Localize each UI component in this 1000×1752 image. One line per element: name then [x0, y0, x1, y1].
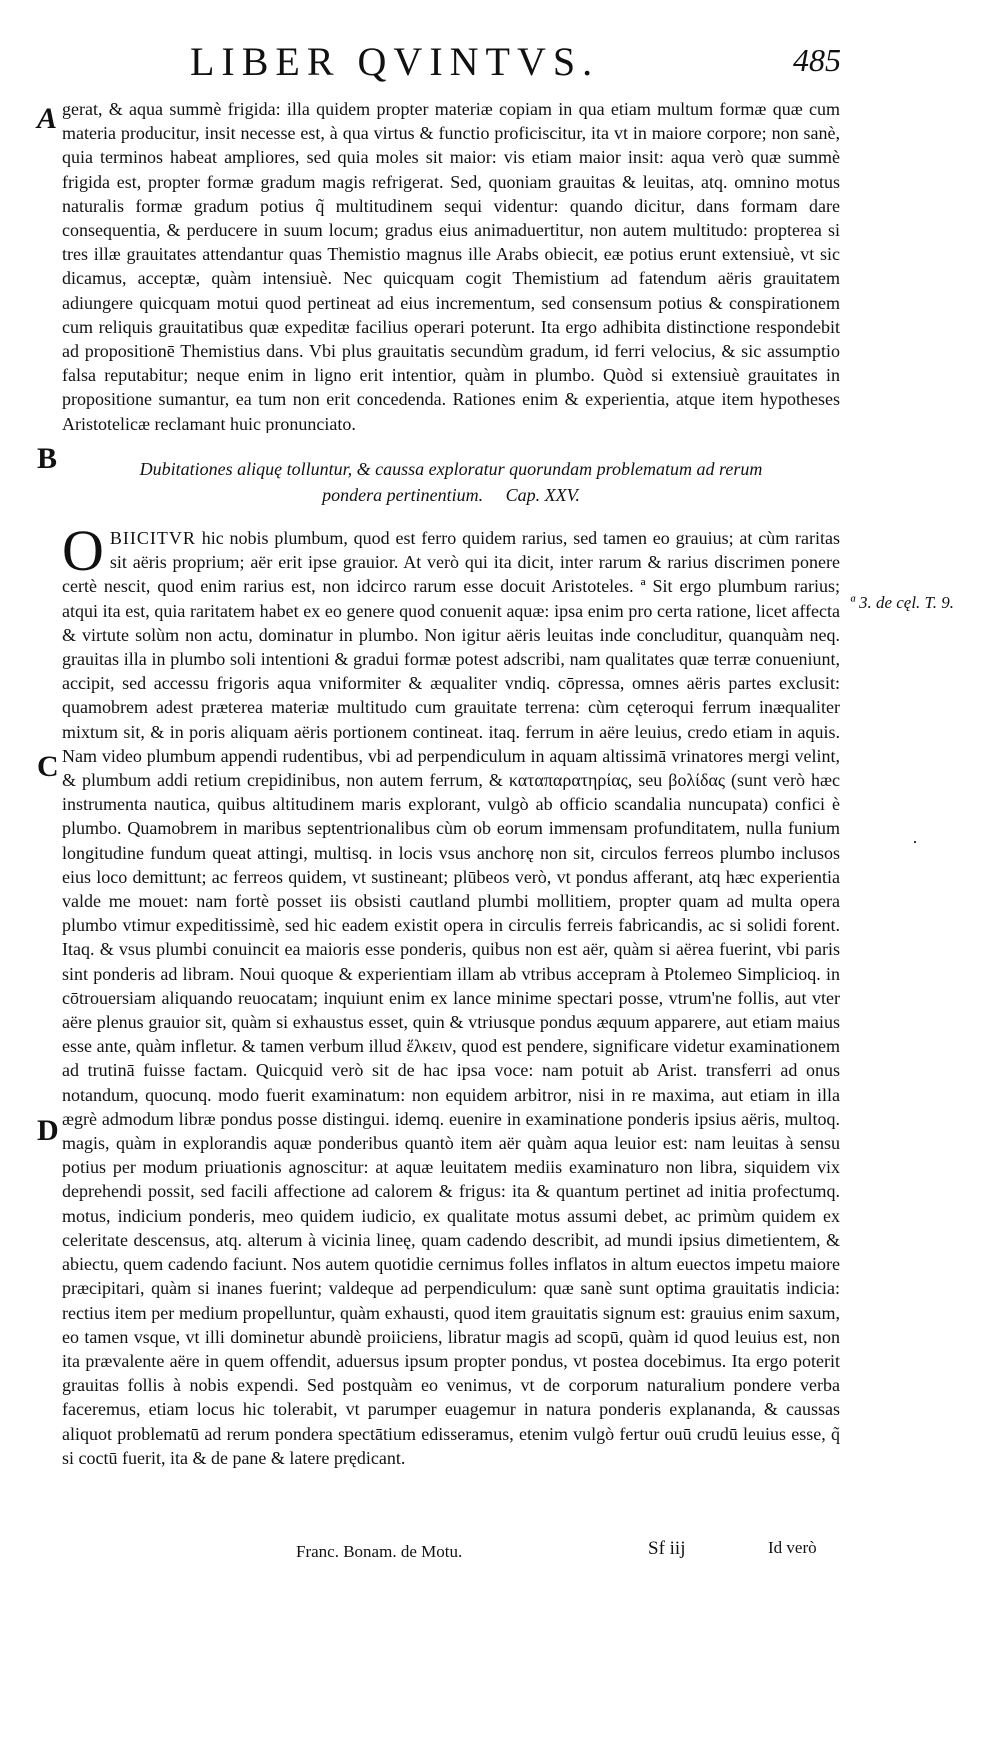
page-number: 485 [793, 42, 841, 78]
margin-citation: ª 3. de cęl. T. 9. [850, 593, 954, 612]
margin-mark: · [912, 832, 918, 852]
drop-cap: O [62, 526, 104, 583]
section-marker-d: D [37, 1114, 59, 1147]
chapter-number: Cap. XXV. [505, 485, 580, 505]
signature-mark: Sf iij [648, 1538, 686, 1559]
catchword: Id verò [768, 1538, 817, 1557]
section-marker-c: C [37, 750, 59, 783]
chapter-heading-line-2-text: pondera pertinentium. [322, 485, 484, 505]
continued-paragraph: gerat, & aqua summè frigida: illa quidem propter materiæ copiam in qua etiam multum formæ quæ cum materia producitur, insit necesse est, à qua virtus & functio proficiscitur, ita vt in maiore corpore; non sanè, quia terminos habeat ampliores, sed quia moles sit maior: vis etiam maior insit: aqua verò quæ summè frigida est, propter formæ gradum magis refrigerat. Sed, quoniam grauitas & leuitas, atq. omnino motus naturalis formæ gradum potius q̃ multitudinem sequi videntur: quando dicitur, dans formam dare consequentia, & perducere in suum locum; gradus eius animaduertitur, non autem multitudo: propterea si tres illæ grauitates attendantur quas Themistio magnus ille Arabs obiecit, eæ potius erunt extensiuè, vt sic dicamus, acceptæ, quàm intensiuè. Nec quicquam cogit Themistium ad fatendum aëris grauitatem adiungere quicquam motui quod pertineat ad eius incrementum, sed consensum potius & conspirationem cum reliquis grauitatibus quæ expeditæ facilius operari poterunt. Ita ergo adhibita distinctione respondebit ad propositionē Themistius dans. Vbi plus grauitatis secundùm gradum, id ferri velocius, & sic assumptio falsa reputabitur; neque enim in ligno erit intentior, quàm in plumbo. Quòd si extensiuè grauitates in propositione sumantur, ea tum non erit concedenda. Rationes enim & experientia, atque item hypotheses Aristotelicæ reclamant huic pronunciato. [62, 99, 840, 433]
chapter-body [62, 526, 840, 1752]
section-marker-a: A [37, 102, 58, 135]
running-head: LIBER QVINTVS. [190, 39, 600, 84]
incipit: BIICITVR [109, 528, 196, 548]
section-marker-b: B [37, 442, 58, 475]
chapter-heading [62, 456, 840, 508]
chapter-heading-line-2 [62, 482, 840, 508]
footer-author: Franc. Bonam. de Motu. [296, 1542, 463, 1561]
chapter-heading-line-1: Dubitationes aliquę tolluntur, & caussa exploratur quorundam problematum ad rerum [139, 459, 763, 479]
chapter-body-text: hic nobis plumbum, quod est ferro quidem rarius, sed tamen eo grauius; at cùm raritas sit aëris proprium; aër erit ipse grauior. At verò qui ita dicit, inter rarum & rarius discrimen ponere certè nescit, quod enim rarius est, non idcirco rarum esse docuit Aristoteles. ª Sit ergo plumbum rarius; atqui ita est, quia raritatem habet ex eo genere quod conuenit aquæ: ipsa enim pro certa ratione, licet affecta & virtute solùm non actu, dominatur in plumbo. Non igitur aëris leuitas inde concluditur, quanquàm neq. grauitas illa in plumbo soli intentioni & gradui formæ potest adscribi, nam qualitates quæ terræ conueniunt, accipit, sed accessu frigoris aqua vniformiter & æqualiter vndiq. cōpressa, omnes aëris partes exclusit: quamobrem adest præterea materiæ multitudo cum grauitate terrena: cùm cęteroqui ferrum inæqualiter mixtum sit, & in poris aliquam aëris portionem contineat. itaq. ferrum in aëre leuius, credo etiam in aquis. Nam video plumbum appendi rudentibus, vbi ad perpendiculum in aquam altissimā vrinatores mergi velint, & plumbum addi retium crepidinibus, non autem ferrum, & καταπαρατηρίας, seu βολίδας (sunt verò hæc instrumenta nautica, quibus altitudinem maris explorant, vulgò ab officio scandalia nuncupata) confici è plumbo. Quamobrem in maribus septentrionalibus cùm ob eorum immensam profunditatem, nulla funium longitudine fundum queat attingi, multisq. in locis vsus anchorę non sit, circulos ferreos plumbo inclusos eius loco demittunt; ac ferreos quidem, vt sustineant; plūbeos verò, vt pondus afferant, atq hæc experientia valde me mouet: nam fortè posset iis obsisti cautland plumbi mollitiem, propter quam ad multa opera plumbo vtimur expeditissimè, sed hic eadem existit opera in circulis ferreis fabricandis, ac si solidi forent. Itaq. & vsus plumbi conuincit ea maioris esse ponderis, quibus non est aër, quàm si aërea fuerint, vbi paris sint ponderis ad libram. Noui quoque & experientiam illam ab vtribus accepram à Ptolemeo Simplicioq. in cōtrouersiam aliquando reuocatam; inquiunt enim ex lance minime spectari posse, vtrum'ne follis, aut vter aëre plenus grauior sit, quàm si exhaustus esset, quin & vtriusque pondus æquum apparere, aut etiam maius esse ante, quàm infletur. & tamen verbum illud ἕλκειν, quod est pendere, significare videtur examinationem ad trutinā fuisse factam. Quicquid verò sit de hac ipsa voce: nam potuit ab Arist. transferri ad onus notandum, quocunq. modo fuerit examinatum: non equidem arbitror, nisi in re maxima, aut etiam in illa ægrè admodum libræ pondus posse distingui. idemq. euenire in examinatione ponderis ipsius aëris, multoq. magis, quàm in explorandis aquæ ponderibus quantò item aër quàm aqua leuior est: nam leuitas à sensu potius per modum priuationis agnoscitur: at aquæ leuitatem mediis examinaturo non libra, siquidem vix deprehendi possit, sed facili affectione ad calorem & frigus: ita & quantum pertinet ad initia profectumq. motus, indicium ponderis, meo quidem iudicio, ex qualitate motus assumi debet, ac primùm quidem ex celeritate descensus, atq. alterum à vicinia lineę, quam cadendo describit, ad mundi ipsius dimetientem, & abiectu, quem cadendo faciunt. Nos autem quotidie cernimus folles inflatos in altum euectos impetu maiore præcipitari, quàm si inanes fuerint; valdeque ad perpendiculum: quæ sanè sunt optima grauitatis indicia: rectius item per medium propelluntur, quàm exhausti, quod item grauitatis signum est: grauius enim saxum, eo tamen vsque, vt illi dominetur abundè proiiciens, libratur magis ad scopū, quàm id quod leuius est, non ita prævalente aëre in quem offendit, aduersus ipsum propter pondus, vt postea docebimus. Ita ergo poterit grauitas follis à nobis expendi. Sed postquàm eo venimus, vt de corporum naturalium pondere verba faceremus, etiam locus hic tolerabit, vt parumper euagemur in natura ponderis explananda, & caussas aliquot problematū ad rerum pondera spectātium edisseramus, etenim vulgò fertur ouū crudū leuius esse, q̃ si coctū fuerit, ita & de pane & latere prędicant. [62, 528, 840, 1468]
